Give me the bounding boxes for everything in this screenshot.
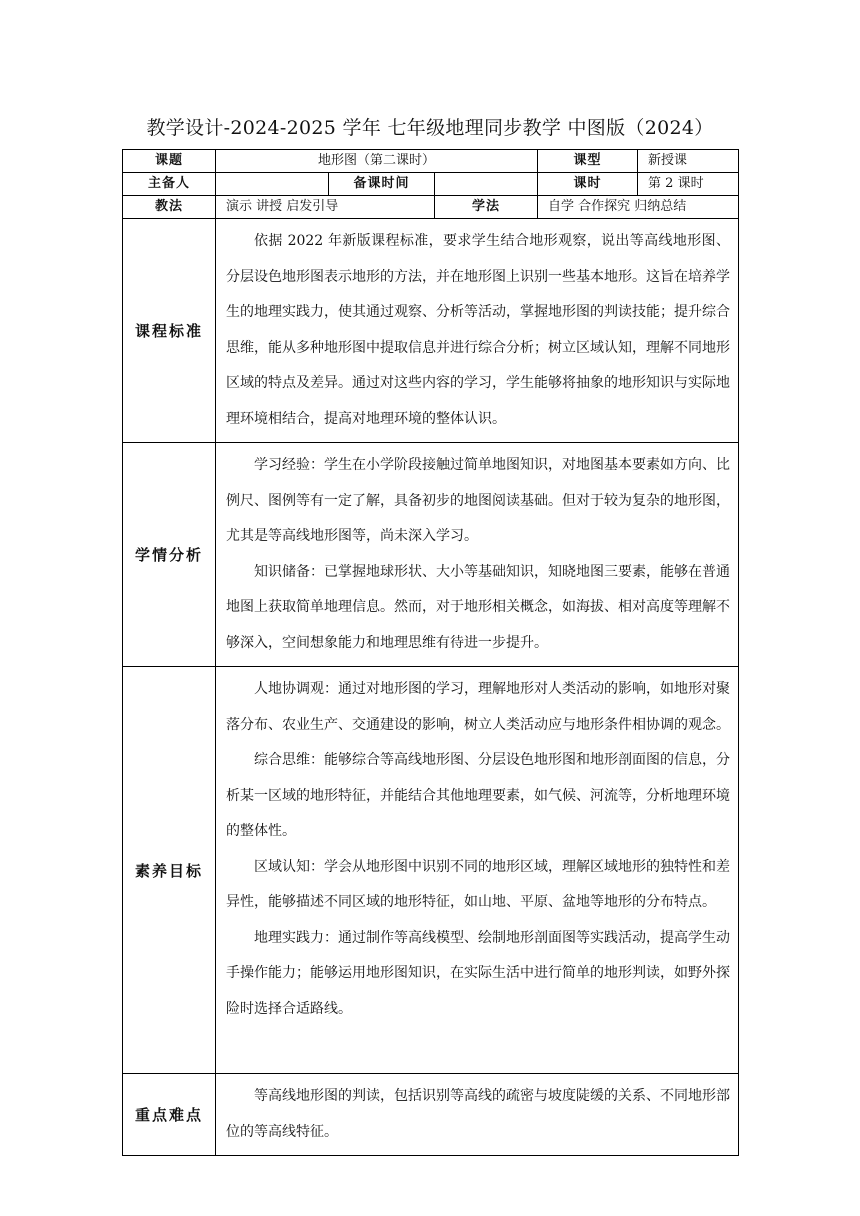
section-label-analysis: 学情分析 — [123, 443, 216, 667]
section-content-keypoints — [216, 1074, 739, 1156]
section-label-keypoints: 重点难点 — [123, 1074, 216, 1156]
preparer-value — [216, 173, 329, 196]
label-lesson-type: 课型 — [538, 150, 638, 173]
label-topic: 课题 — [123, 150, 216, 173]
header-row-topic — [123, 150, 739, 173]
period-value: 第 2 课时 — [638, 173, 739, 196]
label-preparer: 主备人 — [123, 173, 216, 196]
paragraph: 等高线地形图的判读，包括识别等高线的疏密与坡度陡缓的关系、不同地形部位的等高线特征。 — [226, 1088, 731, 1140]
paragraph: 知识储备：已掌握地球形状、大小等基础知识，知晓地图三要素，能够在普通地图上获取简单地理信息。然而，对于地形相关概念，如海拔、相对高度等理解不够深入，空间想象能力和地理思维有待进一步提升。 — [226, 563, 731, 651]
section-label-standards: 课程标准 — [123, 219, 216, 443]
label-prep-time: 备课时间 — [329, 173, 435, 196]
header-row-preparer — [123, 173, 739, 196]
document-title: 教学设计-2024-2025 学年 七年级地理同步教学 中图版（2024） — [146, 117, 714, 139]
section-label-goals: 素养目标 — [123, 667, 216, 1074]
learning-method-value: 自学 合作探究 归纳总结 — [538, 196, 739, 219]
paragraph: 区域认知：学会从地形图中识别不同的地形区域，理解区域地形的独特性和差异性，能够描述不同区域的地形特征，如山地、平原、盆地等地形的分布特点。 — [226, 858, 731, 910]
section-row-keypoints — [123, 1074, 739, 1156]
section-content-standards — [216, 219, 739, 443]
label-teaching-method: 教法 — [123, 196, 216, 219]
topic-value: 地形图（第二课时） — [216, 150, 538, 173]
teaching-method-value: 演示 讲授 启发引导 — [216, 196, 435, 219]
prep-time-value — [435, 173, 538, 196]
paragraph: 综合思维：能够综合等高线地形图、分层设色地形图和地形剖面图的信息，分析某一区域的地形特征，并能结合其他地理要素，如气候、河流等，分析地理环境的整体性。 — [226, 752, 731, 839]
paragraph: 地理实践力：通过制作等高线模型、绘制地形剖面图等实践活动，提高学生动手操作能力；能够运用地形图知识，在实际生活中进行简单的地形判读，如野外探险时选择合适路线。 — [226, 929, 731, 1017]
section-content-goals — [216, 667, 739, 1074]
label-learning-method: 学法 — [435, 196, 538, 219]
lesson-plan-table — [122, 149, 739, 1156]
header-row-methods — [123, 196, 739, 219]
lesson-type-value: 新授课 — [638, 150, 739, 173]
section-row-standards — [123, 219, 739, 443]
section-content-analysis — [216, 443, 739, 667]
paragraph: 学习经验：学生在小学阶段接触过简单地图知识，对地图基本要素如方向、比例尺、图例等有一定了解，具备初步的地图阅读基础。但对于较为复杂的地形图，尤其是等高线地形图等，尚未深入学习。 — [226, 457, 731, 544]
paragraph: 依据 2022 年新版课程标准，要求学生结合地形观察，说出等高线地形图、分层设色地形图表示地形的方法，并在地形图上识别一些基本地形。这旨在培养学生的地理实践力，使其通过观察、分析等活动，掌握地形图的判读技能；提升综合思维，能从多种地形图中提取信息并进行综合分析；树立区域认知，理解不同地形区域的特点及差异。通过对这些内容的学习，学生能够将抽象的地形知识与实际地理环境相结合，提高对地理环境的整体认识。 — [226, 233, 731, 427]
label-period: 课时 — [538, 173, 638, 196]
section-row-goals — [123, 667, 739, 1074]
paragraph: 人地协调观：通过对地形图的学习，理解地形对人类活动的影响，如地形对聚落分布、农业生产、交通建设的影响，树立人类活动应与地形条件相协调的观念。 — [226, 681, 731, 733]
section-row-analysis — [123, 443, 739, 667]
